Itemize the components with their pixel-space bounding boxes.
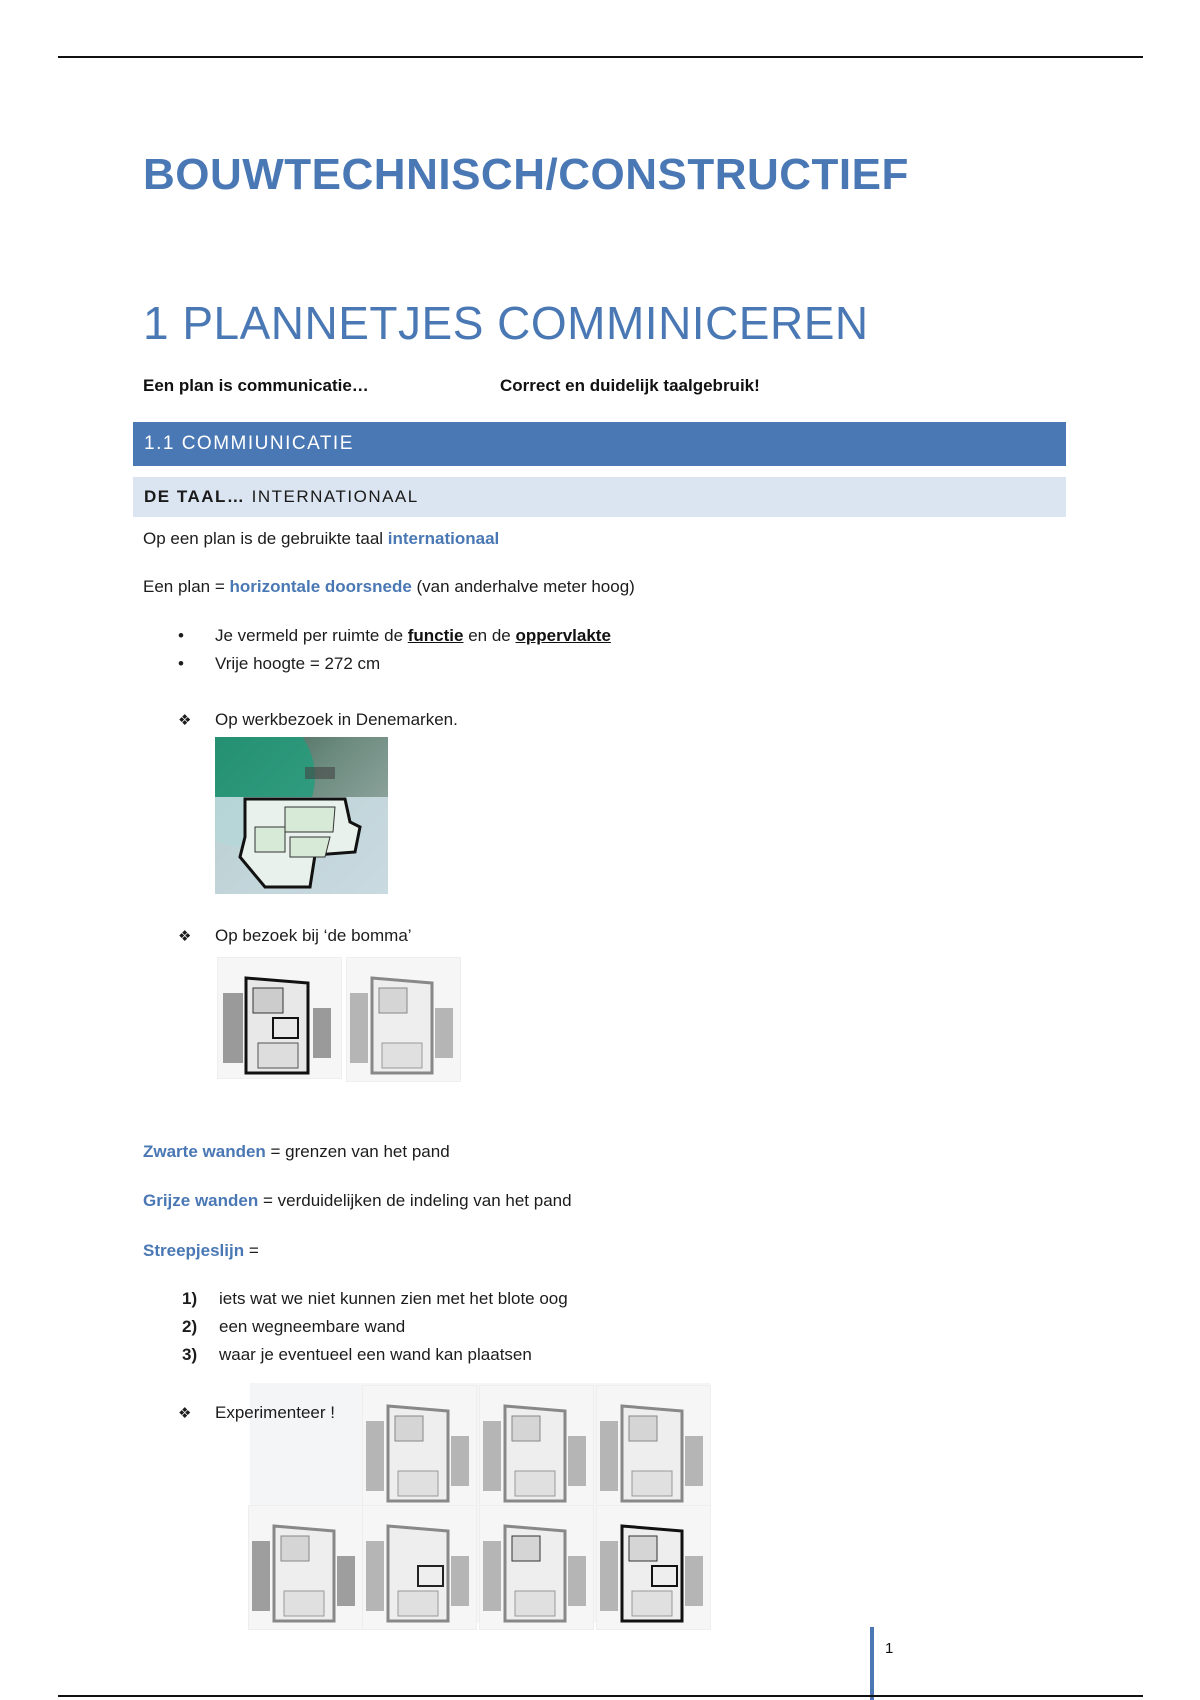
bullet-item bbox=[178, 625, 611, 647]
paragraph-text: = bbox=[244, 1241, 259, 1260]
highlight-term: internationaal bbox=[387, 529, 500, 548]
item-number: 1) bbox=[182, 1289, 198, 1308]
intro-right: Correct en duidelijk taalgebruik! bbox=[500, 376, 760, 395]
bullet-icon: • bbox=[178, 654, 184, 673]
paragraph-text: = verduidelijken de indeling van het pand bbox=[258, 1191, 572, 1210]
floor-plan-image bbox=[479, 1505, 594, 1630]
paragraph-text: Een plan = bbox=[143, 577, 230, 596]
section-heading-label: 1.1 COMMIUNICATIE bbox=[144, 433, 354, 454]
section-heading bbox=[133, 422, 1066, 466]
floor-plan-image bbox=[362, 1505, 477, 1630]
item-number: 2) bbox=[182, 1317, 198, 1336]
floor-plan-image bbox=[596, 1385, 711, 1510]
paragraph-text: Op een plan is de gebruikte taal bbox=[143, 529, 388, 548]
floor-plan-image bbox=[479, 1385, 594, 1510]
experiment-item bbox=[178, 1402, 335, 1425]
item-text: een wegneembare wand bbox=[219, 1317, 406, 1336]
bullet-text: en de bbox=[463, 626, 516, 645]
paragraph-text: = grenzen van het pand bbox=[265, 1142, 450, 1161]
intro-left: Een plan is communicatie… bbox=[143, 376, 369, 395]
underlined-term: functie bbox=[407, 626, 464, 645]
paragraph-language bbox=[143, 528, 499, 550]
visit-text: Op werkbezoek in Denemarken. bbox=[215, 710, 458, 729]
floor-plan-image bbox=[596, 1505, 711, 1630]
floor-plan-image bbox=[217, 957, 342, 1079]
numbered-item bbox=[182, 1344, 532, 1366]
header-rule bbox=[58, 56, 1143, 58]
bullet-text: Vrije hoogte = 272 cm bbox=[215, 654, 381, 673]
subsection-bold: DE TAAL… bbox=[144, 487, 246, 506]
item-number: 3) bbox=[182, 1345, 198, 1364]
experiment-text: Experimenteer ! bbox=[215, 1403, 335, 1422]
diamond-bullet-icon: ❖ bbox=[178, 928, 192, 945]
diamond-bullet-icon: ❖ bbox=[178, 712, 192, 729]
highlight-term: Grijze wanden bbox=[143, 1191, 259, 1210]
bullet-text: Je vermeld per ruimte de bbox=[215, 626, 408, 645]
visit-item-denmark bbox=[178, 709, 458, 732]
floor-plan-image bbox=[362, 1385, 477, 1510]
floor-plan-image bbox=[248, 1505, 363, 1630]
document-title: BOUWTECHNISCH/CONSTRUCTIEF bbox=[143, 150, 909, 199]
diamond-bullet-icon: ❖ bbox=[178, 1405, 192, 1422]
floor-plan-image bbox=[346, 957, 461, 1082]
subsection-heading bbox=[133, 477, 1066, 517]
highlight-term: Streepjeslijn bbox=[143, 1241, 245, 1260]
visit-text: Op bezoek bij ‘de bomma’ bbox=[215, 926, 412, 945]
page-number-bar bbox=[870, 1627, 874, 1700]
underlined-term: oppervlakte bbox=[515, 626, 611, 645]
highlight-term: Zwarte wanden bbox=[143, 1142, 266, 1161]
bullet-item bbox=[178, 653, 380, 675]
photo-floor-plan-denmark bbox=[215, 737, 388, 894]
visit-item-bomma bbox=[178, 925, 412, 948]
numbered-item bbox=[182, 1288, 568, 1310]
footer-rule bbox=[58, 1695, 1143, 1697]
page-number: 1 bbox=[885, 1640, 894, 1657]
bullet-icon: • bbox=[178, 626, 184, 645]
paragraph-text: (van anderhalve meter hoog) bbox=[411, 577, 635, 596]
subsection-rest: INTERNATIONAAL bbox=[245, 487, 419, 506]
numbered-item bbox=[182, 1316, 405, 1338]
item-text: iets wat we niet kunnen zien met het blote oog bbox=[219, 1289, 568, 1308]
walls-grey bbox=[143, 1190, 572, 1212]
paragraph-plan bbox=[143, 576, 635, 598]
item-text: waar je eventueel een wand kan plaatsen bbox=[219, 1345, 532, 1364]
highlight-term: horizontale doorsnede bbox=[229, 577, 412, 596]
dashed-line bbox=[143, 1240, 259, 1262]
chapter-title: 1 PLANNETJES COMMINICEREN bbox=[143, 297, 869, 349]
walls-black bbox=[143, 1141, 450, 1163]
